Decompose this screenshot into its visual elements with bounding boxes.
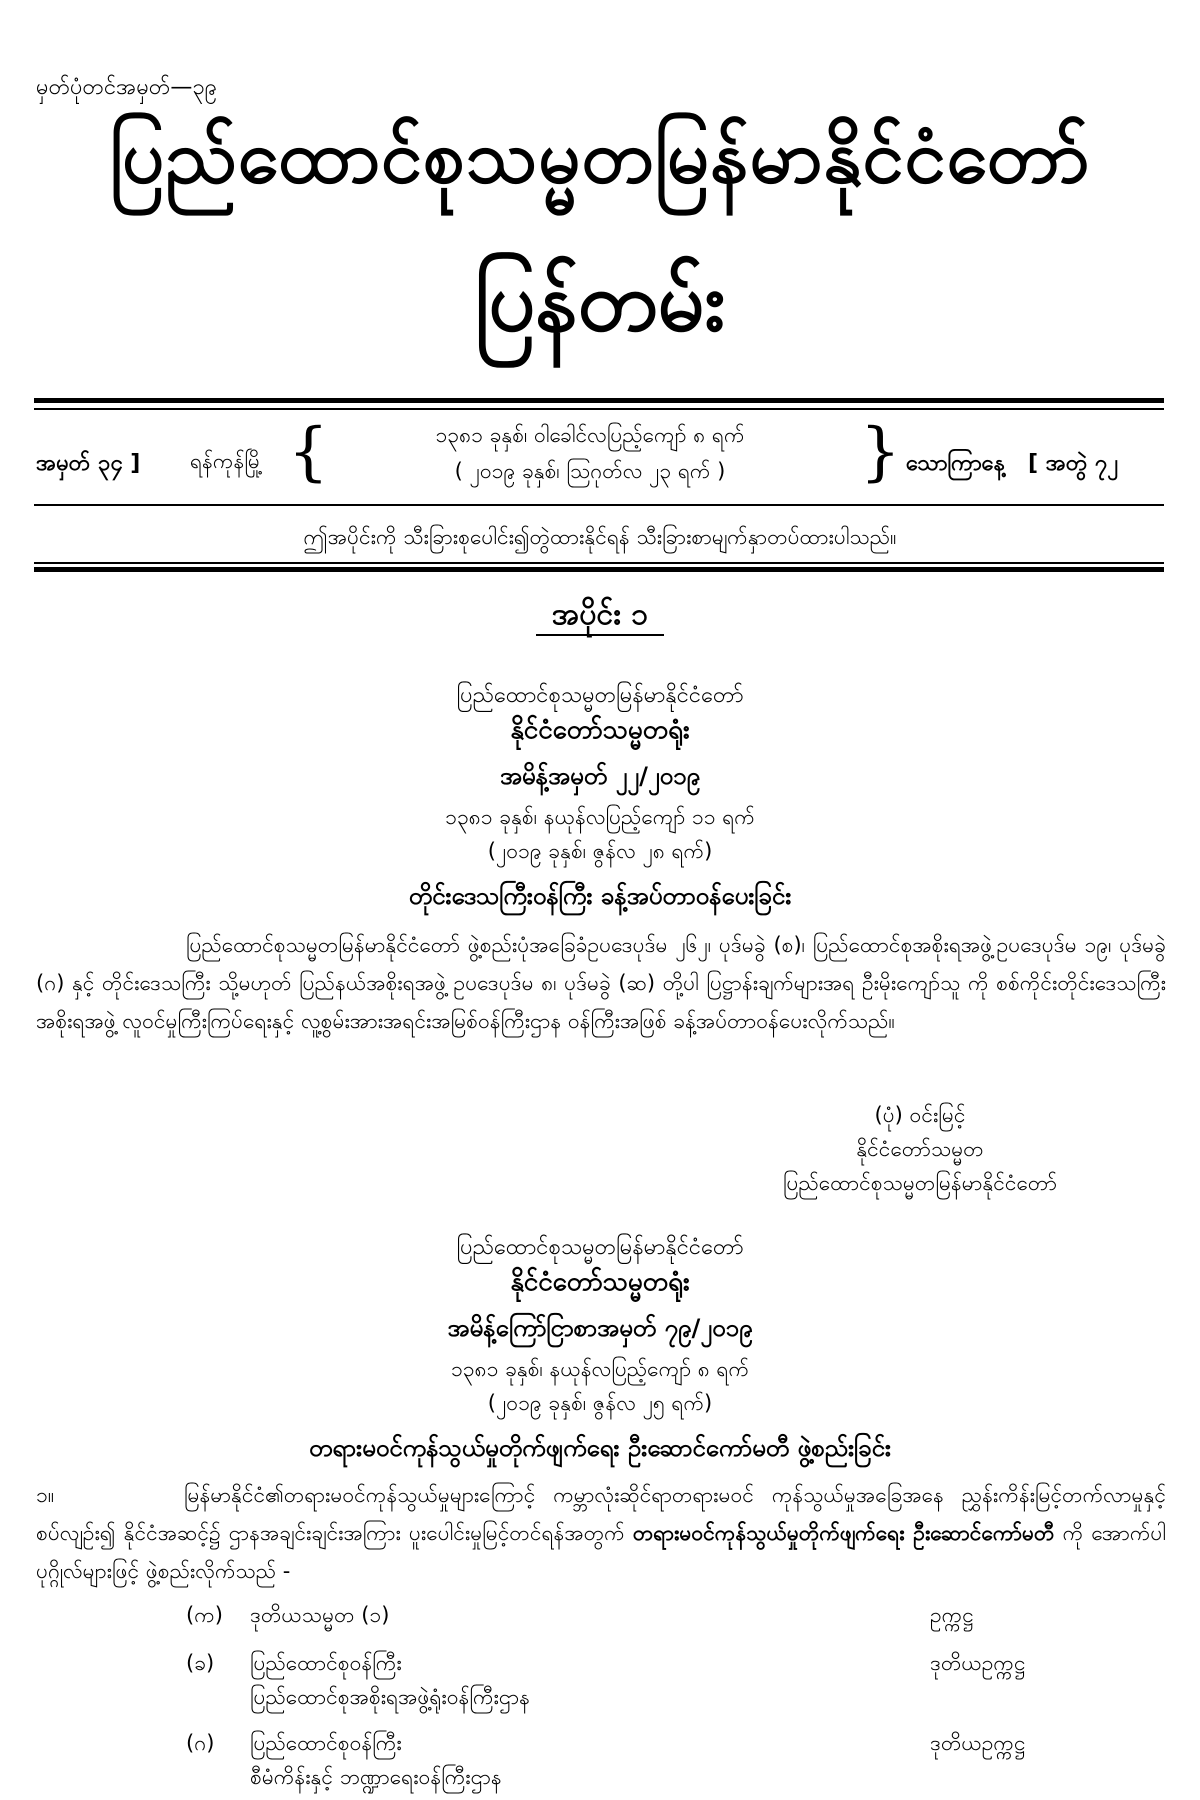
order1-signature-state: ပြည်ထောင်စုသမ္မတမြန်မာနိုင်ငံတော် [782, 1171, 1057, 1195]
order2-date-gregorian: (၂၀၁၉ ခုနှစ်၊ ဇွန်လ ၂၅ ရက်) [487, 1391, 713, 1415]
issue-number: အမှတ် ၃၄ ] [36, 451, 141, 476]
order2-heading: တရားမဝင်ကုန်သွယ်မှုတိုက်ဖျက်ရေး ဦးဆောင်ကော်မတီ ဖွဲ့စည်းခြင်း [309, 1434, 891, 1462]
order1-signature-name: (ပုံ) ဝင်းမြင့် [874, 1103, 966, 1127]
order2-committee-name: တရားမဝင်ကုန်သွယ်မှုတိုက်ဖျက်ရေး ဦးဆောင်ကော်မတီ [632, 1521, 1055, 1545]
member-ministry: ပြည်ထောင်စုအစိုးရအဖွဲ့ရုံးဝန်ကြီးဌာန [250, 1685, 530, 1709]
masthead-date-gregorian: ( ၂၀၁၉ ခုနှစ်၊ ဩဂုတ်လ ၂၃ ရက် ) [454, 459, 726, 483]
part-heading-underline [536, 634, 664, 636]
member-number: (ခ) [186, 1651, 215, 1675]
order1-office: နိုင်ငံတော်သမ္မတရုံး [510, 715, 690, 745]
order2-paragraph-1 [36, 1476, 1166, 1590]
member-number: (ဂ) [186, 1731, 215, 1755]
member-role: ဒုတိယဥက္ကဋ္ဌ [930, 1731, 1026, 1755]
part-heading: အပိုင်း ၁ [551, 597, 649, 632]
order1-body: ပြည်ထောင်စုသမ္မတမြန်မာနိုင်ငံတော် ဖွဲ့စည်းပုံအခြေခံဥပဒေပုဒ်မ ၂၆၂၊ ပုဒ်မခွဲ (စ)၊ ပြည်ထောင်စုအစိုးရအဖွဲ့ဥပဒေပုဒ်မ ၁၉၊ ပုဒ်မခွဲ (ဂ) နှင့် တိုင်းဒေသကြီး သို့မဟုတ် ပြည်နယ်အစိုးရအဖွဲ့ ဥပဒေပုဒ်မ ၈၊ ပုဒ်မခွဲ (ဆ) တို့ပါ ပြဋ္ဌာန်းချက်များအရ ဦးမိုးကျော်သူ ကို စစ်ကိုင်းတိုင်းဒေသကြီးအစိုးရအဖွဲ့ လူဝင်မှုကြီးကြပ်ရေးနှင့် လူ့စွမ်းအားအရင်းအမြစ်ဝန်ကြီးဌာန ဝန်ကြီးအဖြစ် ခန့်အပ်တာဝန်ပေးလိုက်သည်။ [36, 933, 1166, 1033]
city: ရန်ကုန်မြို့ [190, 449, 264, 473]
order2-office: နိုင်ငံတော်သမ္မတရုံး [510, 1267, 690, 1297]
order2-state: ပြည်ထောင်စုသမ္မတမြန်မာနိုင်ငံတော် [456, 1235, 744, 1260]
member-number: (က) [186, 1603, 223, 1627]
left-brace-icon: { [288, 415, 329, 489]
order1-number: အမိန့်အမှတ် ၂၂/၂၀၁၉ [499, 762, 701, 790]
order2-paragraph-tail: ကို အောက်ပါပုဂ္ဂိုလ်များဖြင့် ဖွဲ့စည်းလိုက်သည် - [36, 1521, 1166, 1583]
gazette-subtitle: ပြန်တမ်း [474, 255, 726, 350]
masthead-date-mm: ၁၃၈၁ ခုနှစ်၊ ဝါခေါင်လပြည့်ကျော် ၈ ရက် [435, 423, 745, 447]
separate-binding-notice: ဤအပိုင်းကို သီးခြားစုပေါင်း၍တွဲထားနိုင်ရန် သီးခြားစာမျက်နှာတပ်ထားပါသည်။ [303, 525, 897, 549]
right-brace-icon: } [860, 415, 901, 489]
volume-number: [ အတွဲ ၇၂ [1028, 451, 1119, 476]
member-position: ပြည်ထောင်စုဝန်ကြီး [250, 1651, 402, 1675]
day-of-week: သောကြာနေ့ [906, 451, 1005, 476]
masthead-rule-top-thin [34, 408, 1164, 410]
order2-paragraph-number: ၁။ [36, 1483, 55, 1507]
order1-heading: တိုင်းဒေသကြီးဝန်ကြီး ခန့်အပ်တာဝန်ပေးခြင်း [408, 882, 792, 910]
registration-number: မှတ်ပုံတင်အမှတ်—၃၉ [36, 75, 218, 100]
order1-date-mm: ၁၃၈၁ ခုနှစ်၊ နယုန်လပြည့်ကျော် ၁၁ ရက် [445, 805, 755, 829]
order1-date-gregorian: (၂၀၁၉ ခုနှစ်၊ ဇွန်လ ၂၈ ရက်) [487, 839, 713, 863]
masthead-rule-bottom-thick [34, 567, 1164, 572]
order2-paragraph-text: မြန်မာနိုင်ငံ၏တရားမဝင်ကုန်သွယ်မှုများကြောင့် ကမ္ဘာလုံးဆိုင်ရာတရားမဝင် ကုန်သွယ်မှုအခြေအနေ ညွှန်းကိန်းမြင့်တက်လာမှုနှင့်စပ်လျဉ်း၍ နိုင်ငံအဆင့်၌ ဌာနအချင်းချင်းအကြား ပူးပေါင်းမှုမြင့်တင်ရန်အတွက် [36, 1483, 1166, 1545]
member-role: ဥက္ကဋ္ဌ [930, 1603, 974, 1627]
gazette-title: ပြည်ထောင်စုသမ္မတမြန်မာနိုင်ငံတော် [109, 114, 1091, 200]
member-ministry: စီမံကိန်းနှင့် ဘဏ္ဍာရေးဝန်ကြီးဌာန [250, 1765, 502, 1789]
order1-state: ပြည်ထောင်စုသမ္မတမြန်မာနိုင်ငံတော် [456, 683, 744, 708]
member-position: ပြည်ထောင်စုဝန်ကြီး [250, 1731, 402, 1755]
order2-number: အမိန့်ကြော်ငြာစာအမှတ် ၇၉/၂၀၁၉ [447, 1314, 753, 1342]
order2-date-mm: ၁၃၈၁ ခုနှစ်၊ နယုန်လပြည့်ကျော် ၈ ရက် [450, 1357, 750, 1381]
masthead-rule-bottom-thin [34, 562, 1164, 564]
order1-signature-title: နိုင်ငံတော်သမ္မတ [856, 1137, 984, 1161]
masthead-rule-top-thick [34, 398, 1164, 403]
masthead-rule-mid [34, 504, 1164, 506]
member-role: ဒုတိယဥက္ကဋ္ဌ [930, 1651, 1026, 1675]
member-position: ဒုတိယသမ္မတ (၁) [250, 1603, 390, 1627]
